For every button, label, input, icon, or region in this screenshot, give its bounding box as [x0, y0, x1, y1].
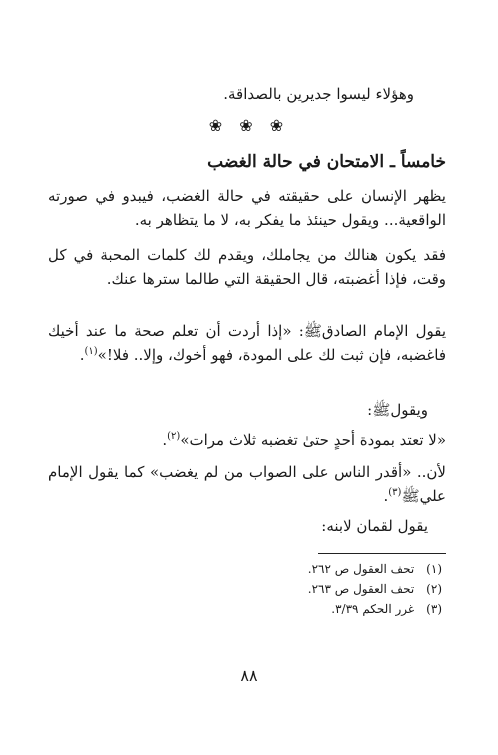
paragraph-6-text: لأن.. «أقدر الناس على الصواب من لم يغضب» كما يقول الإمام عليﷺ — [48, 463, 446, 505]
footnote-ref-2: (٢) — [167, 431, 181, 442]
footnote-number: (٣) — [426, 602, 442, 616]
paragraph-6: لأن.. «أقدر الناس على الصواب من لم يغضب» كما يقول الإمام عليﷺ$^{(٣)}$. — [48, 463, 446, 505]
footnote-ref-1: (١) — [84, 346, 98, 357]
footnote-text: تحف العقول ص ٢٦٢. — [307, 562, 415, 576]
page-number: ٨٨ — [240, 666, 258, 685]
paragraph-3-text: يقول الإمام الصادقﷺ: «إذا أردت أن تعلم صحة ما عند أخيك فاغضبه، فإن ثبت لك على المودة، فهو أخوك، وإلا.. فلا!» — [48, 322, 446, 364]
ornament-divider: ❀ ❀ ❀ — [208, 116, 290, 135]
footnote-text: تحف العقول ص ٢٦٣. — [307, 582, 415, 596]
paragraph-3: يقول الإمام الصادقﷺ: «إذا أردت أن تعلم صحة ما عند أخيك فاغضبه، فإن ثبت لك على المودة، فهو أخوك، وإلا.. فلا!»$^{(١)}$. — [48, 322, 446, 364]
paragraph-4: ويقولﷺ: — [367, 401, 428, 419]
paragraph-7: يقول لقمان لابنه: — [321, 517, 428, 535]
footnote-ref-3: (٣) — [388, 487, 402, 498]
footnotes — [142, 559, 442, 619]
paragraph-5-text: «لا تعتد بمودة أحدٍ حتىٰ تغضبه ثلاث مرات» — [180, 431, 446, 449]
footnote-number: (١) — [426, 562, 442, 576]
footnote-2 — [142, 579, 442, 599]
footnote-text: غرر الحكم ٣/٣٩. — [331, 602, 415, 616]
paragraph-2: فقد يكون هنالك من يجاملك، ويقدم لك كلمات المحبة في كل وقت، فإذا أغضبته، قال الحقيقة التي طالما سترها عنك. — [48, 246, 446, 288]
footnote-1 — [142, 559, 442, 579]
footnote-number: (٢) — [426, 582, 442, 596]
intro-line: وهؤلاء ليسوا جديرين بالصداقة. — [223, 85, 414, 103]
footnote-separator — [318, 553, 446, 554]
paragraph-1: يظهر الإنسان على حقيقته في حالة الغضب، فيبدو في صورته الواقعية... ويقول حينئذ ما يفكر به، لا ما يتظاهر به. — [48, 187, 446, 229]
paragraph-5: «لا تعتد بمودة أحدٍ حتىٰ تغضبه ثلاث مرات»$^{(٢)}$. — [162, 431, 446, 449]
section-title: خامساً ـ الامتحان في حالة الغضب — [207, 152, 446, 172]
footnote-3 — [142, 599, 442, 619]
